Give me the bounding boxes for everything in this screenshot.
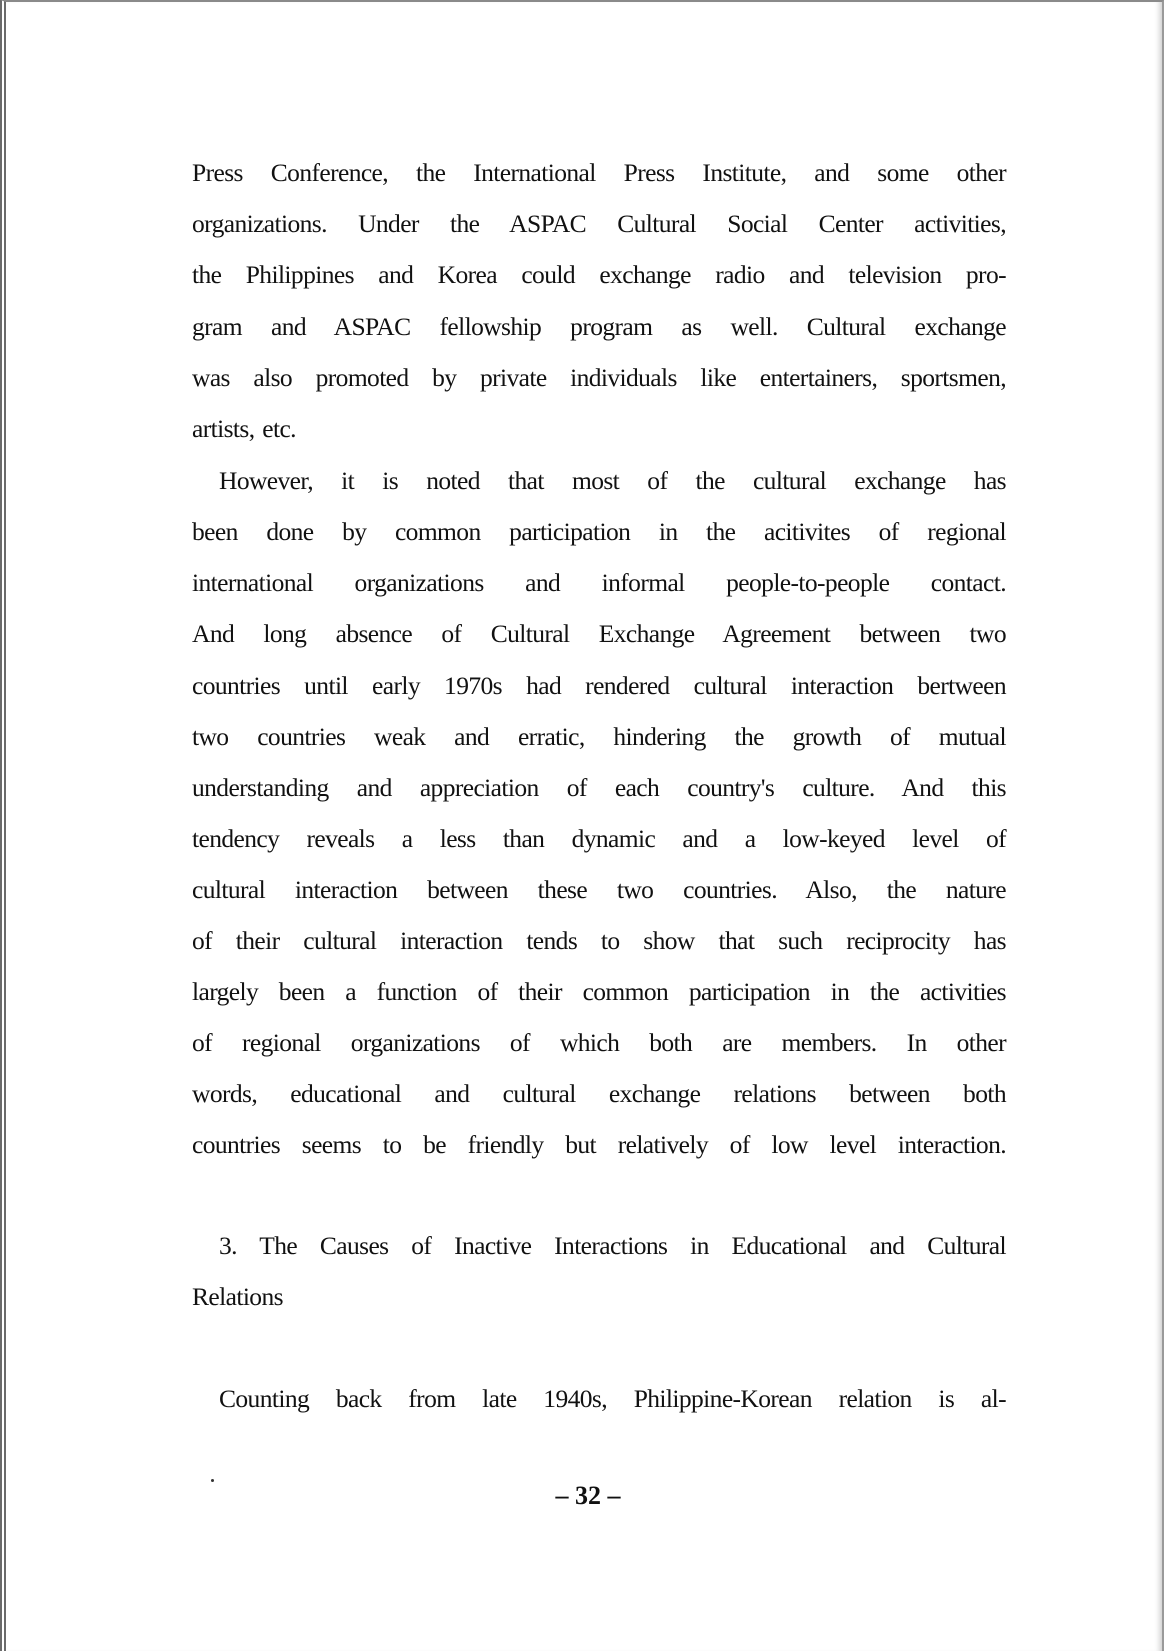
paragraph-2-line-7: understanding and appreciation of each country's culture. And this <box>192 773 1006 802</box>
paragraph-1-line-2: organizations. Under the ASPAC Cultural Social Center activities, <box>192 209 1006 238</box>
paragraph-2-line-3: international organizations and informal people-to-people contact. <box>192 568 1006 597</box>
paragraph-2-line-13: words, educational and cultural exchange relations between both <box>192 1079 1006 1108</box>
section-heading-line-2: Relations <box>192 1282 283 1311</box>
paragraph-2-line-5: countries until early 1970s had rendered cultural interaction bertween <box>192 671 1006 700</box>
paragraph-2-line-12: of regional organizations of which both are members. In other <box>192 1028 1006 1057</box>
paragraph-2-line-11: largely been a function of their common participation in the activities <box>192 977 1006 1006</box>
paragraph-2-line-4: And long absence of Cultural Exchange Agreement between two <box>192 619 1006 648</box>
paragraph-1-line-3: the Philippines and Korea could exchange radio and television pro- <box>192 260 1006 289</box>
paragraph-1-line-1: Press Conference, the International Press Institute, and some other <box>192 158 1006 187</box>
paragraph-2-line-6: two countries weak and erratic, hindering the growth of mutual <box>192 722 1006 751</box>
page-number: – 32 – <box>555 1481 621 1510</box>
paragraph-2-line-8: tendency reveals a less than dynamic and a low-keyed level of <box>192 824 1006 853</box>
paragraph-1-line-5: was also promoted by private individuals like entertainers, sportsmen, <box>192 363 1006 392</box>
paragraph-2-line-1: However, it is noted that most of the cultural exchange has <box>219 466 1006 495</box>
paragraph-3-line-1: Counting back from late 1940s, Philippine-Korean relation is al- <box>219 1384 1006 1413</box>
section-heading-line-1: 3. The Causes of Inactive Interactions in Educational and Cultural <box>219 1231 1006 1260</box>
paragraph-2-line-14: countries seems to be friendly but relatively of low level interaction. <box>192 1130 1006 1159</box>
paragraph-1-line-4: gram and ASPAC fellowship program as well. Cultural exchange <box>192 312 1006 341</box>
paragraph-1-line-6: artists, etc. <box>192 414 296 443</box>
paragraph-2-line-9: cultural interaction between these two countries. Also, the nature <box>192 875 1006 904</box>
paragraph-2-line-2: been done by common participation in the acitivites of regional <box>192 517 1006 546</box>
paragraph-2-line-10: of their cultural interaction tends to show that such reciprocity has <box>192 926 1006 955</box>
